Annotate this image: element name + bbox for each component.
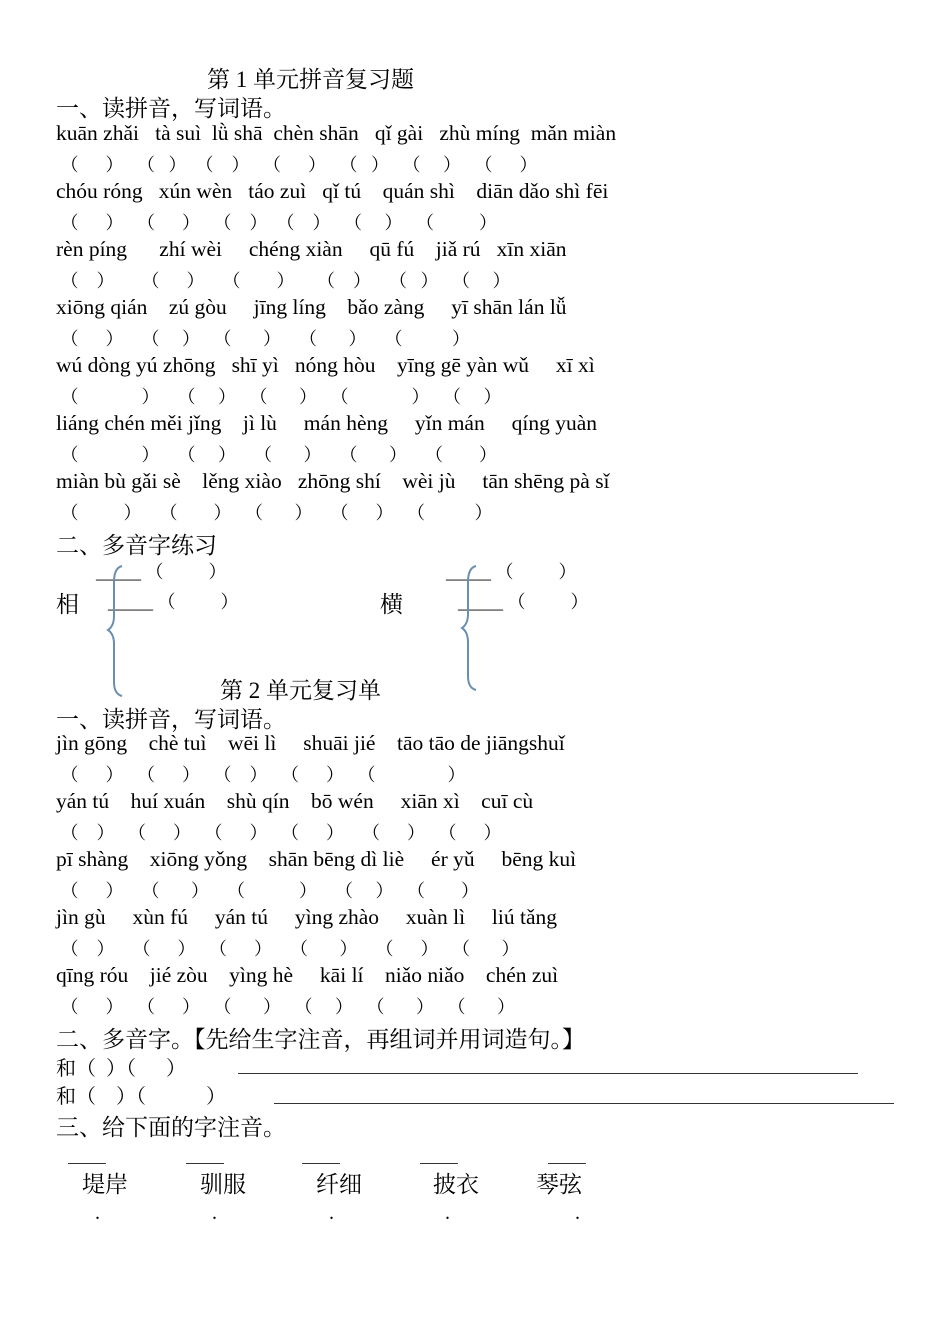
he-answer-line-1[interactable]	[238, 1073, 858, 1074]
unit1-pinyin-row-7: miàn bù gǎi sè lěng xiào zhōng shí wèi jù tān shēng pà sǐ	[56, 469, 610, 493]
emphasis-dot: .	[212, 1202, 217, 1224]
emphasis-dot: .	[329, 1202, 334, 1224]
pinyin-answer-line[interactable]	[420, 1163, 458, 1164]
unit2-blank-row-2[interactable]: （ ） （ ） （ ） （ ） （ ） （ ）	[56, 823, 502, 843]
emphasis-dot: .	[95, 1202, 100, 1224]
unit1-pinyin-row-2: chóu róng xún wèn táo zuì qǐ tú quán shì diān dǎo shì fēi	[56, 179, 609, 203]
emphasis-dot: .	[575, 1202, 580, 1224]
unit1-blank-row-4[interactable]: （ ） （ ） （ ） （ ） （ ）	[56, 329, 470, 349]
unit1-section1-heading: 一、读拼音，写词语。	[56, 96, 286, 121]
unit2-title: 第 2 单元复习单	[220, 678, 381, 703]
word-1: 堤岸	[82, 1172, 128, 1197]
unit2-blank-row-5[interactable]: （ ） （ ） （ ） （ ） （ ） （ ）	[56, 997, 515, 1017]
left-brace-icon	[106, 564, 126, 698]
unit2-pinyin-row-3: pī shàng xiōng yǒng shān bēng dì liè ér yǔ bēng kuì	[56, 847, 577, 871]
he-answer-line-2[interactable]	[274, 1103, 894, 1104]
unit2-pinyin-row-1: jìn gōng chè tuì wēi lì shuāi jié tāo tāo de jiāngshuǐ	[56, 731, 565, 755]
unit1-pinyin-row-6: liáng chén měi jǐng jì lù mán hèng yǐn mán qíng yuàn	[56, 411, 597, 435]
unit1-pinyin-row-1: kuān zhǎi tà suì lǜ shā chèn shān qǐ gài zhù míng mǎn miàn	[56, 121, 617, 145]
unit1-pinyin-row-3: rèn píng zhí wèi chéng xiàn qū fú jiǎ rú xīn xiān	[56, 237, 567, 261]
unit1-blank-row-5[interactable]: （ ） （ ） （ ） （ ） （ ）	[56, 387, 502, 407]
unit2-section1-heading: 一、读拼音，写词语。	[56, 707, 286, 732]
unit2-blank-row-4[interactable]: （ ） （ ） （ ） （ ） （ ） （ ）	[56, 939, 520, 959]
unit2-pinyin-row-2: yán tú huí xuán shù qín bō wén xiān xì cuī cù	[56, 789, 534, 813]
unit2-blank-row-1[interactable]: （ ） （ ） （ ） （ ） （ ）	[56, 765, 466, 785]
unit1-pinyin-row-5: wú dòng yú zhōng shī yì nóng hòu yīng gē yàn wǔ xī xì	[56, 353, 595, 377]
unit2-pinyin-row-4: jìn gù xùn fú yán tú yìng zhào xuàn lì liú tǎng	[56, 905, 558, 929]
he-row-2[interactable]: 和（ ）（ ）	[56, 1086, 226, 1108]
unit1-section2-heading: 二、多音字练习	[56, 533, 217, 558]
unit2-section2-heading: 二、多音字。【先给生字注音，再组词并用词造句。】	[56, 1027, 585, 1052]
word-5: 琴弦	[536, 1172, 582, 1197]
he-row-1[interactable]: 和（ ）（ ）	[56, 1058, 186, 1080]
unit1-blank-row-7[interactable]: （ ） （ ） （ ） （ ） （ ）	[56, 503, 493, 523]
poly-xiang-line-1[interactable]: _____ （ ）	[96, 562, 227, 582]
emphasis-dot: .	[445, 1202, 450, 1224]
pinyin-answer-line[interactable]	[548, 1163, 586, 1164]
pinyin-answer-line[interactable]	[68, 1163, 106, 1164]
unit1-blank-row-1[interactable]: （ ） （ ） （ ） （ ） （ ） （ ） （ ）	[56, 155, 538, 175]
word-4: 披衣	[433, 1172, 479, 1197]
unit1-pinyin-row-4: xiōng qián zú gòu jīng líng bǎo zàng yī shān lán lǚ	[56, 295, 567, 319]
poly-xiang-line-2[interactable]: _____ （ ）	[108, 592, 239, 612]
poly-heng-line-2[interactable]: _____ （ ）	[458, 592, 589, 612]
pinyin-answer-line[interactable]	[302, 1163, 340, 1164]
word-3: 纤细	[316, 1172, 362, 1197]
unit1-blank-row-6[interactable]: （ ） （ ） （ ） （ ） （ ）	[56, 445, 497, 465]
pinyin-answer-line[interactable]	[186, 1163, 224, 1164]
poly-heng-line-1[interactable]: _____ （ ）	[446, 562, 577, 582]
unit1-blank-row-3[interactable]: （ ） （ ） （ ） （ ） （ ） （ ）	[56, 271, 511, 291]
unit2-blank-row-3[interactable]: （ ） （ ） （ ） （ ） （ ）	[56, 881, 479, 901]
word-2: 驯服	[200, 1172, 246, 1197]
unit2-section3-heading: 三、给下面的字注音。	[56, 1115, 286, 1140]
poly-char-heng: 横	[380, 592, 403, 617]
unit2-pinyin-row-5: qīng róu jié zòu yìng hè kāi lí niǎo niǎo chén zuì	[56, 963, 559, 987]
poly-char-xiang: 相	[56, 592, 79, 617]
unit1-title: 第 1 单元拼音复习题	[207, 67, 414, 92]
left-brace-icon	[460, 564, 480, 692]
unit1-blank-row-2[interactable]: （ ） （ ） （ ） （ ） （ ） （ ）	[56, 213, 497, 233]
